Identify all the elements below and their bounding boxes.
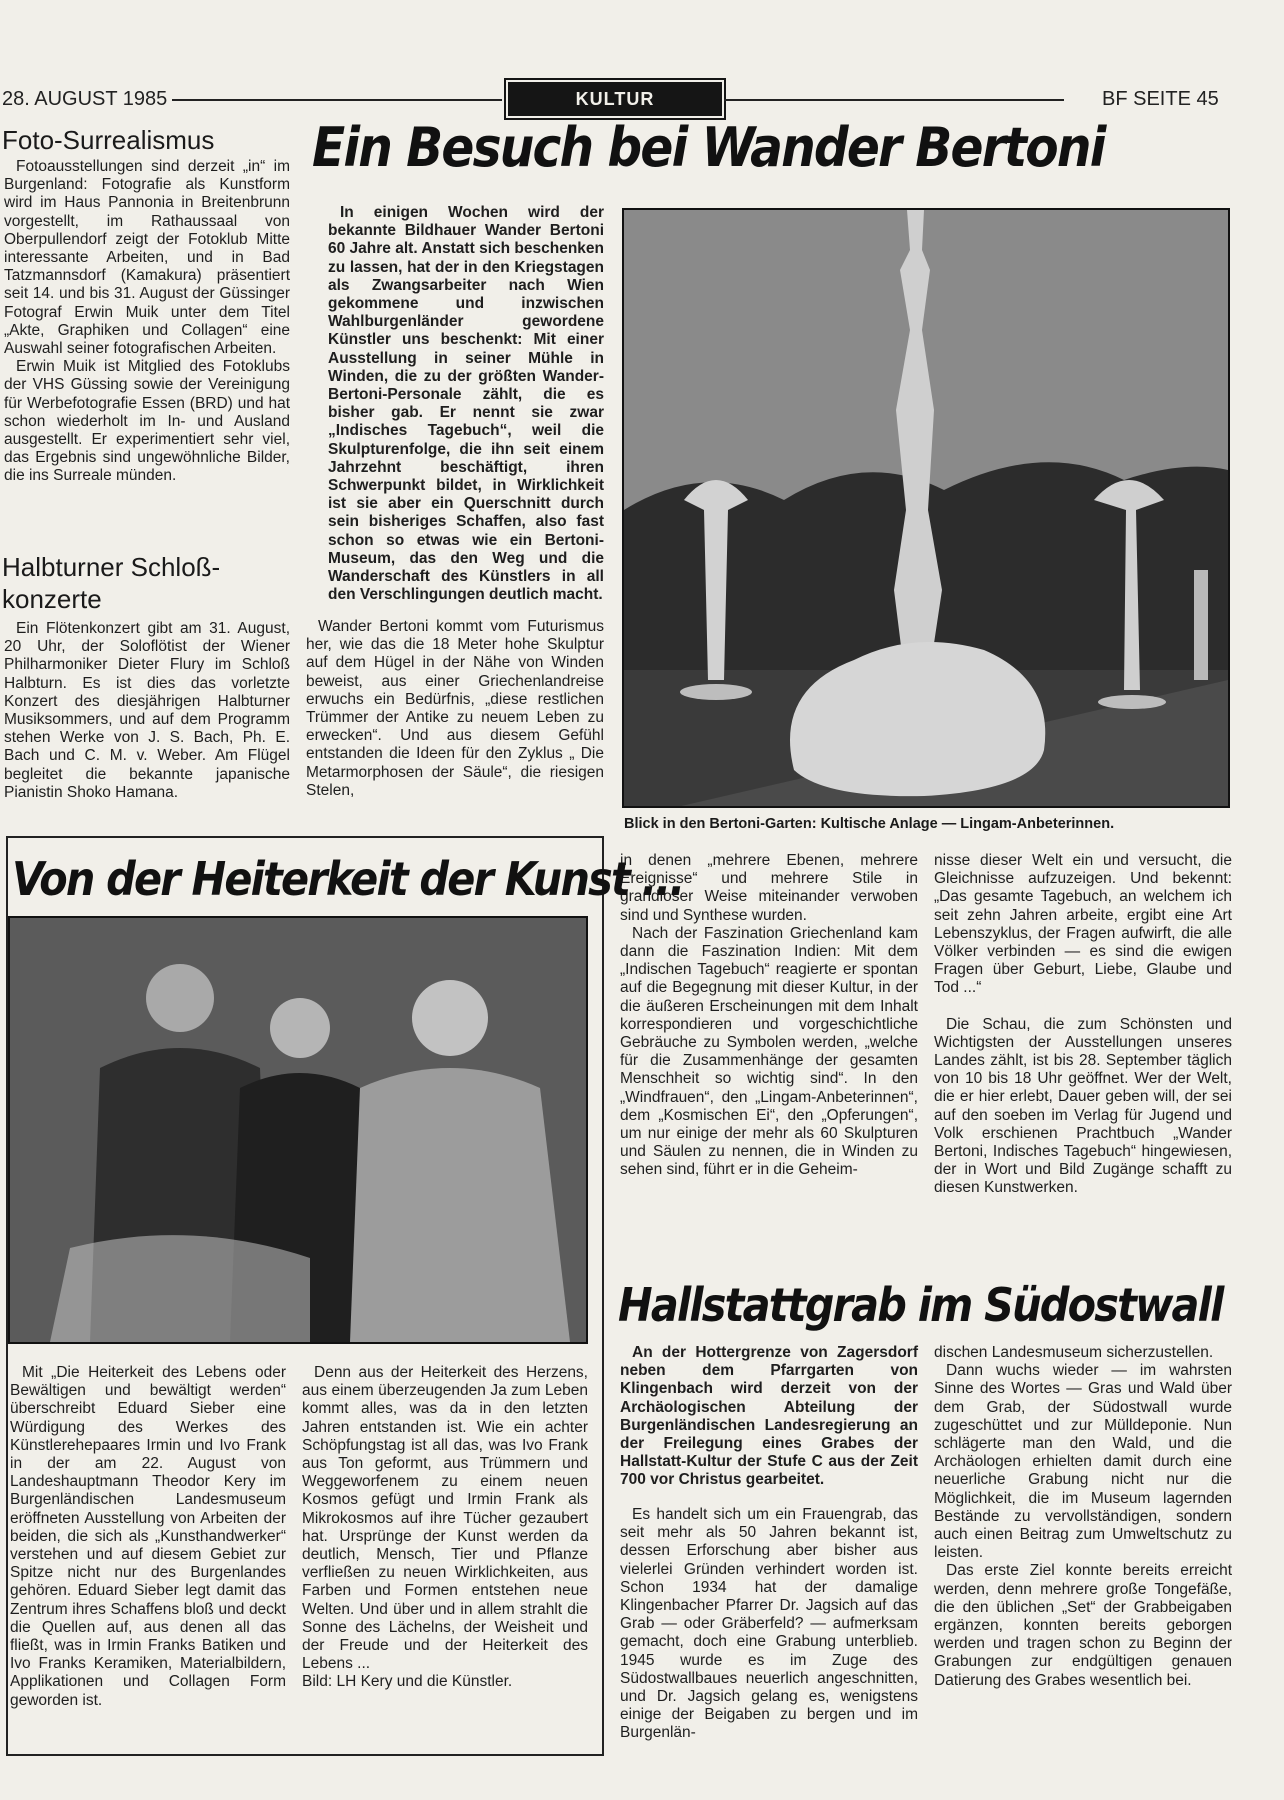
header-rule-left [172,99,502,101]
paragraph: Denn aus der Heiterkeit des Herzens, aus einem überzeugenden Ja zum Leben kommt alles, was da in den letzten Jahren entstanden ist. Wie ein achter Schöpfungstag ist all das, was Ivo Frank aus Ton geformt, aus Trümmern und Weggeworfenem zu einem neuen Kosmos gefügt und Irmin Frank als Mikrokosmos auf ihre Tücher gezaubert hat. Ursprünge der Kunst werden da deutlich, Mensch, Tier und Pflanze verfließen zu neuen Wirklichkeiten, aus Farben und Formen entstehen neue Welten. Und über und in allem strahlt die Sonne des Lächelns, der Weisheit und der Freude und der Heiterkeit des Lebens ... [302,1364,588,1673]
paragraph: An der Hottergrenze von Zagersdorf neben dem Pfarrgarten von Klingenbach wird derzeit von der Archäologischen Abteilung der Burgenländischen Landesregierung an der Freilegung eines Grabes der Hallstatt-Kultur der Stufe C aus der Zeit 700 vor Christus gearbeitet. [620,1344,918,1489]
frank-exhibition-photo [8,916,588,1344]
paragraph: In einigen Wochen wird der bekannte Bildhauer Wander Bertoni 60 Jahre alt. Anstatt sich beschenken zu lassen, hat der in den Kriegstagen als Zwangsarbeiter nach Wien gekommene und inzwischen Wahlburgenländer gewordene Künstler uns beschenkt: Mit einer Ausstellung in seiner Mühle in Winden, die zu der größten Wander-Bertoni-Personale zählt, die es bisher gab. Er nennt sie zwar „Indisches Tagebuch“, weil die Skulpturenfolge, die ihn seit einem Jahrzehnt beschäftigt, ihren Schwerpunkt bildet, in Wirklichkeit ist sie aber ein Querschnitt durch sein bisheriges Schaffen, also fast schon so etwas wie ein Bertoni-Museum, das den Weg und die Wanderschaft des Künstlers in all den Verschlingungen deutlich macht. [328,204,604,604]
paragraph: in denen „mehrere Ebenen, mehrere Ereignisse“ und mehrere Stile in grandioser Weise miteinander verwoben sind und Synthese wurden. [620,852,918,924]
hallstatt-body-col2 [934,1344,1232,1690]
paragraph: Die Schau, die zum Schönsten und Wichtigsten der Ausstellungen unseres Landes zählt, ist bis 28. September täglich von 10 bis 18 Uhr geöffnet. Wer der Welt, die er hier erlebt, Dauer geben will, der sei auf den soeben im Verlag für Jugend und Volk erschienen Prachtbuch „Wander Bertoni, Indisches Tagebuch“ hingewiesen, der in Wort und Bild Zugänge schafft zu diesen Kunstwerken. [934,1015,1232,1197]
hallstatt-headline: Hallstattgrab im Südostwall [618,1278,1223,1332]
photo-credit: Bild: LH Kery und die Künstler. [302,1673,513,1691]
bertoni-photo-caption: Blick in den Bertoni-Garten: Kultische Anlage — Lingam-Anbeterinnen. [624,816,1115,832]
bertoni-garden-photo [622,208,1230,808]
hallstatt-lead [620,1344,918,1490]
heiterkeit-body-col2 [302,1364,588,1692]
paragraph: Nach der Faszination Griechenland kam dann die Faszination Indien: Mit dem „Indischen Tagebuch“ reagierte er spontan auf die Begegnung mit dieser Kultur, in der die äußeren Erscheinungen mit dem Inhalt korrespondieren und vorgeschichtliche Gebräuche zu Symbolen werden, „welche für die Zusammenhänge der gesamten Menschheit so wichtig sind“. In den „Windfrauen“, den „Lingam-Anbeterinnen“, dem „Kosmischen Ei“, den „Opferungen“, um nur einige der mehr als 60 Skulpturen und Säulen zu nennen, die in Winden zu sehen sind, führt er in die Geheim- [620,924,918,1179]
paragraph: nisse dieser Welt ein und versucht, die Gleichnisse aufzuzeigen. Und bekennt: „Das gesamte Tagebuch, an welchem ich seit zehn Jahren arbeite, ergibt eine Art Lebenszyklus, der Fragen aufwirft, die alle Völker verbinden — es sind die ewigen Fragen über Geburt, Liebe, Glaube und Tod ...“ [934,852,1232,997]
bertoni-body-col2 [306,618,604,800]
sidebar-article-halbturn [4,620,290,802]
bertoni-body-col4 [934,852,1232,1198]
sidebar-title-foto: Foto-Surrealismus [2,125,215,155]
paragraph: Es handelt sich um ein Frauengrab, das seit mehr als 50 Jahren bekannt ist, dessen Erforschung aber bisher aus vielerlei Gründen verhindert worden ist. Schon 1934 hat der damalige Klingenbacher Pfarrer Dr. Jagsich auf das Grab — oder Gräberfeld? — aufmerksam gemacht, doch eine Grabung unterblieb. 1945 wurde es im Zuge des Südostwallbaues neuerlich angeschnitten, und Dr. Jagsich gelang es, wenigstens einige der Beigaben zu bergen und im Burgenlän- [620,1506,918,1742]
paragraph: Ein Flötenkonzert gibt am 31. August, 20 Uhr, der Soloflötist der Wiener Philharmoniker Dieter Flury im Schloß Halbturn. Es ist dies das vorletzte Konzert des diesjährigen Halbturner Musiksommers, und auf dem Programm stehen Werke von J. S. Bach, Ph. E. Bach und C. M. v. Weber. Am Flügel begleitet die bekannte japanische Pianistin Shoko Hamana. [4,620,290,801]
paragraph: dischen Landesmuseum sicherzustellen. [934,1344,1214,1361]
header-rule-right [724,99,1064,101]
section-label: KULTUR [508,82,722,116]
sculpture-illustration [624,210,1228,806]
page-number: BF SEITE 45 [1102,88,1219,110]
hallstatt-body-col1 [620,1506,918,1743]
sidebar-article-foto [4,158,290,486]
paragraph: Mit „Die Heiterkeit des Lebens oder Bewältigen und bewältigt werden“ überschreibt Eduard Sieber eine Würdigung des Werkes des Künstlerehepaares Irmin und Ivo Frank in der am 22. August von Landeshauptmann Theodor Kery im Burgenländischen Landesmuseum eröffneten Ausstellung von Arbeiten der beiden, die sich als „Kunsthandwerker“ verstehen und auf diesem Gebiet zur Spitze nicht nur des Burgenlandes gehören. Eduard Sieber legt damit das Zentrum ihres Schaffens bloß und deckt die Quellen auf, aus denen all das fließt, was in Irmin Franks Batiken und Ivo Franks Keramiken, Materialbildern, Applikationen und Collagen Form geworden ist. [10,1364,286,1709]
paragraph: Dann wuchs wieder — im wahrsten Sinne des Wortes — Gras und Wald über dem Grab, der Südostwall wurde zugeschüttet und zur Mülldeponie. Nun schlägerte man den Wald, und die Archäologen erhielten damit durch eine neuerliche Grabung nicht nur die Möglichkeit, die im Museum lagernden Bestände zu vervollständigen, sondern auch einen Beitrag zum Umweltschutz zu leisten. [934,1362,1232,1562]
paragraph: Erwin Muik ist Mitglied des Fotoklubs der VHS Güssing sowie der Vereinigung für Werbefotografie Essen (BRD) und hat schon wiederholt im In- und Ausland ausgestellt. Er experimentiert sehr viel, das Ergebnis sind ungewöhnliche Bilder, die ins Surreale münden. [4,358,290,485]
heiterkeit-body-col1 [10,1364,286,1710]
issue-date: 28. AUGUST 1985 [2,88,168,110]
paragraph: Wander Bertoni kommt vom Futurismus her, wie das die 18 Meter hohe Skulptur auf dem Hügel in der Nähe von Winden beweist, aus einer Griechenlandreise erwuchs ein Bedürfnis, „diese restlichen Trümmer der Antike zu neuem Leben zu erwecken“. Und aus diesem Gefühl entstanden die Ideen für den Zyklus „ Die Metarmorphosen der Säule“, die riesigen Stelen, [306,618,604,799]
sidebar-title-halbturn-2: konzerte [2,584,102,614]
audience-illustration [10,918,586,1342]
paragraph: Fotoausstellungen sind derzeit „in“ im Burgenland: Fotografie als Kunstform wird im Haus Pannonia in Breitenbrunn vorgestellt, im Rathaussaal von Oberpullendorf zeigt der Fotoklub Mitte interessante Arbeiten, und in Bad Tatzmannsdorf (Kamakura) präsentiert seit 14. und bis 31. August der Güssinger Fotograf Erwin Muik unter dem Titel „Akte, Graphiken und Collagen“ eine Auswahl seiner fotografischen Arbeiten. [4,158,290,358]
sidebar-title-halbturn-1: Halbturner Schloß- [2,552,221,582]
bertoni-lead [328,204,604,604]
bertoni-headline: Ein Besuch bei Wander Bertoni [312,116,1105,179]
heiterkeit-headline: Von der Heiterkeit der Kunst ... [12,852,684,906]
paragraph: Das erste Ziel konnte bereits erreicht werden, denn mehrere große Tongefäße, die den üblichen „Set“ der Grabbeigaben ergänzen, konnten bereits geborgen werden und tragen schon zu Beginn der Grabungen zur endgültigen genauen Datierung des Grabes wesentlich bei. [934,1562,1232,1689]
